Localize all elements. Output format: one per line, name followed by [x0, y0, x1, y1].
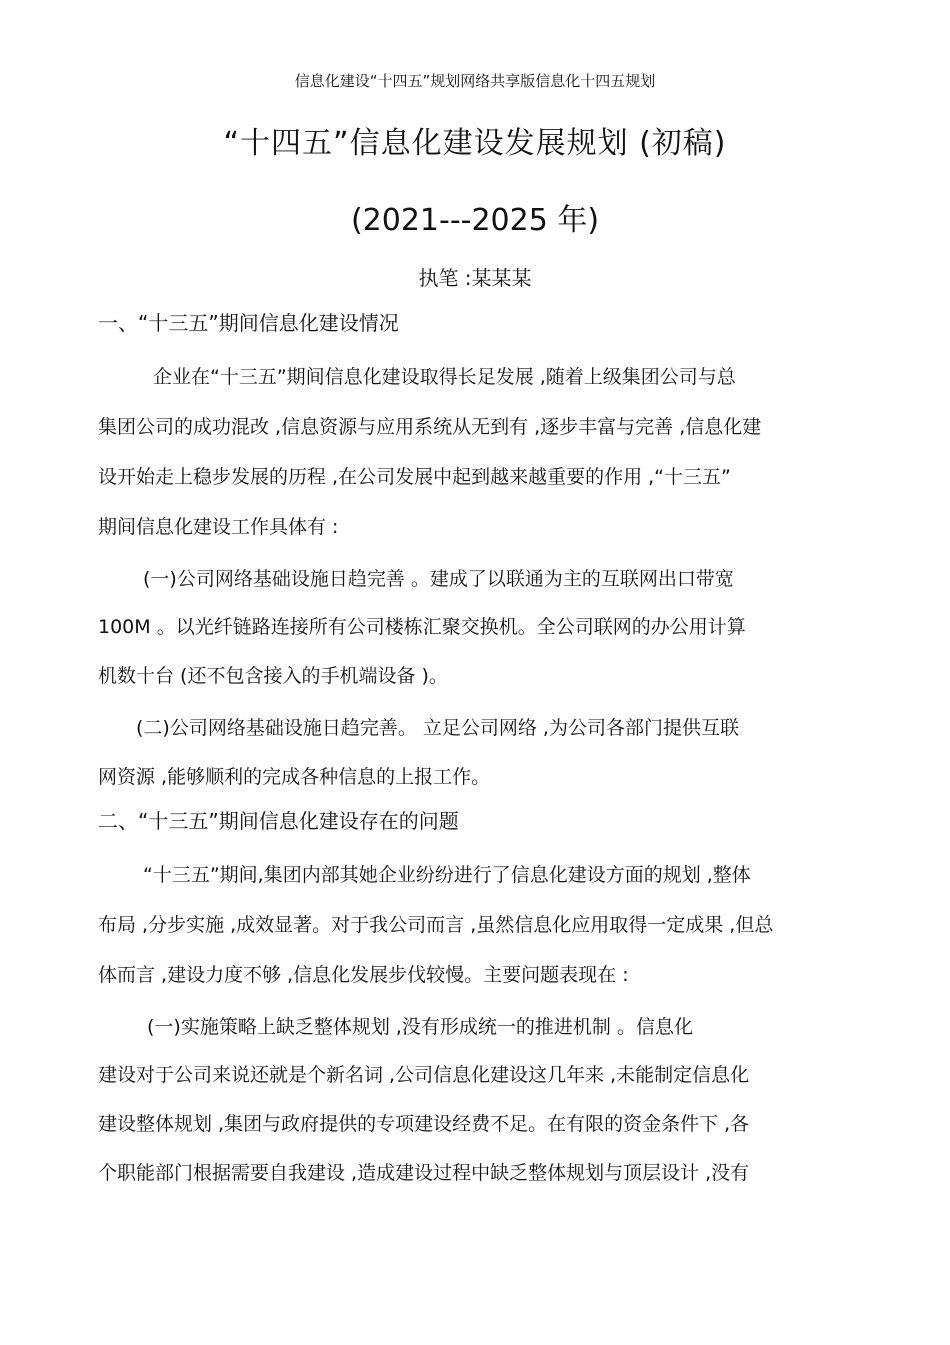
section-2-heading: 二、“十三五”期间信息化建设存在的问题: [98, 809, 459, 833]
author-line: 执笔 :某某某: [418, 266, 532, 290]
paragraph-line: 期间信息化建设工作具体有 :: [98, 516, 339, 538]
document-title: “十四五”信息化建设发展规划 (初稿): [223, 126, 727, 161]
document-years: (2021---2025 年): [350, 203, 600, 238]
paragraph-line: 企业在“十三五”期间信息化建设取得长足发展 ,随着上级集团公司与总: [153, 366, 736, 388]
paragraph-line: 体而言 ,建设力度不够 ,信息化发展步伐较慢。主要问题表现在 :: [98, 964, 629, 986]
paragraph-line: 建设整体规划 ,集团与政府提供的专项建设经费不足。在有限的资金条件下 ,各: [98, 1113, 750, 1135]
paragraph-line: 集团公司的成功混改 ,信息资源与应用系统从无到有 ,逐步丰富与完善 ,信息化建: [98, 416, 762, 438]
paragraph-line: 100M 。以光纤链路连接所有公司楼栋汇聚交换机。全公司联网的办公用计算: [98, 616, 746, 638]
paragraph-line: 建设对于公司来说还就是个新名词 ,公司信息化建设这几年来 ,未能制定信息化: [98, 1064, 750, 1086]
paragraph-line: 个职能部门根据需要自我建设 ,造成建设过程中缺乏整体规划与顶层设计 ,没有: [98, 1162, 750, 1184]
paragraph-line: 布局 ,分步实施 ,成效显著。对于我公司而言 ,虽然信息化应用取得一定成果 ,但总: [98, 914, 774, 936]
paragraph-line: (一)实施策略上缺乏整体规划 ,没有形成统一的推进机制 。信息化: [147, 1016, 693, 1038]
section-1-heading: 一、“十三五”期间信息化建设情况: [98, 311, 399, 335]
paragraph-line: (二)公司网络基础设施日趋完善。 立足公司网络 ,为公司各部门提供互联: [136, 717, 739, 739]
paragraph-line: (一)公司网络基础设施日趋完善 。建成了以联通为主的互联网出口带宽: [143, 568, 734, 590]
paragraph-line: “十三五”期间,集团内部其她企业纷纷进行了信息化建设方面的规划 ,整体: [143, 864, 751, 886]
running-header: 信息化建设“十四五”规划网络共享版信息化十四五规划: [294, 72, 656, 90]
paragraph-line: 机数十台 (还不包含接入的手机端设备 )。: [98, 665, 448, 687]
paragraph-line: 网资源 ,能够顺利的完成各种信息的上报工作。: [98, 766, 491, 788]
paragraph-line: 设开始走上稳步发展的历程 ,在公司发展中起到越来越重要的作用 ,“十三五”: [98, 466, 731, 488]
